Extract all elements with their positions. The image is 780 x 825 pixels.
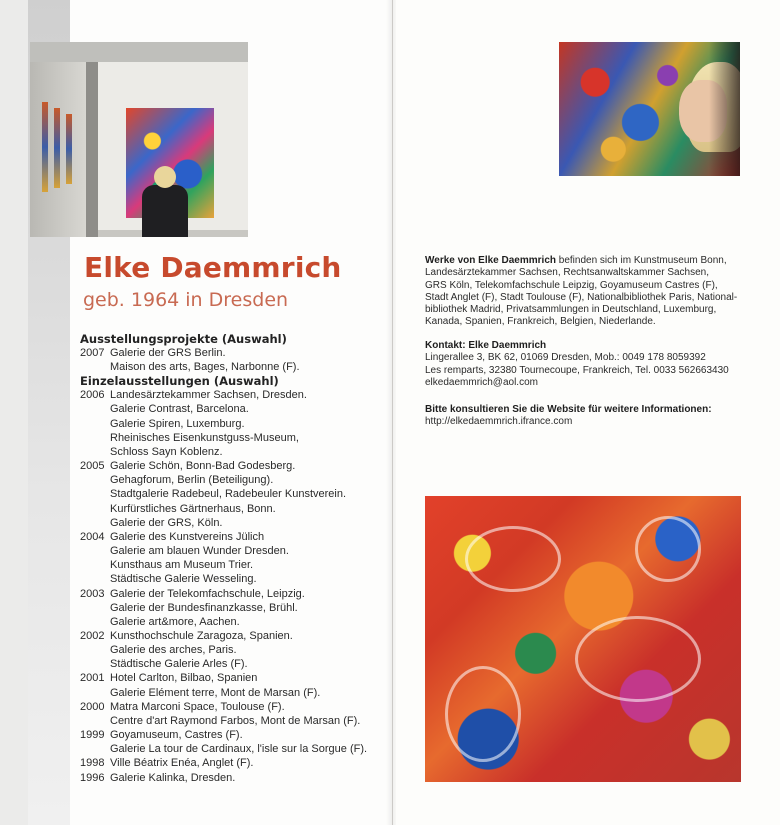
exhibition-row <box>80 530 380 544</box>
exhibition-row <box>80 544 380 558</box>
projects-heading: Ausstellungsprojekte (Auswahl) <box>80 332 287 346</box>
exhibition-year: 1998 <box>80 757 105 770</box>
exhibition-row <box>80 417 380 431</box>
exhibition-entry: Kunsthochschule Zaragoza, Spanien. <box>110 629 293 642</box>
exhibition-entry: Schloss Sayn Koblenz. <box>110 445 223 458</box>
portrait-shadow <box>709 42 740 176</box>
painting-stroke <box>635 516 701 582</box>
works-line: befinden sich im Kunstmuseum Bonn, <box>556 255 727 266</box>
exhibition-year: 2007 <box>80 347 105 359</box>
painting-stroke <box>445 666 521 762</box>
exhibition-row <box>80 615 380 629</box>
exhibition-entry: Galerie Kalinka, Dresden. <box>110 771 236 784</box>
exhibition-entry: Centre d'art Raymond Farbos, Mont de Marsan (F). <box>110 714 361 727</box>
exhibition-year: 1996 <box>80 771 105 784</box>
exhibition-row <box>80 700 380 714</box>
artist-birth: geb. 1964 in Dresden <box>83 289 289 311</box>
works-line: Kanada, Spanien, Frankreich, Belgien, Niederlande. <box>425 316 656 328</box>
exhibition-row <box>80 431 380 445</box>
contact-heading: Kontakt: Elke Daemmrich <box>425 340 547 351</box>
exhibition-row <box>80 714 380 728</box>
works-line: bibliothek Madrid, Privatsammlungen in Deutschland, Luxemburg, <box>425 304 717 316</box>
exhibition-entry: Stadtgalerie Radebeul, Radebeuler Kunstverein. <box>110 488 347 501</box>
exhibition-list <box>80 332 380 785</box>
website-heading: Bitte konsultieren Sie die Website für weitere Informationen: <box>425 404 712 415</box>
gallery-ceiling <box>30 42 248 62</box>
exhibition-row <box>80 473 380 487</box>
artist-head <box>154 166 176 188</box>
website-url[interactable]: http://elkedaemmrich.ifrance.com <box>425 416 573 428</box>
artist-figure <box>142 185 188 237</box>
gallery-photo <box>30 42 248 237</box>
exhibition-entry: Ville Béatrix Enéa, Anglet (F). <box>110 757 254 770</box>
exhibition-row <box>80 587 380 601</box>
works-paragraph <box>425 255 755 329</box>
exhibition-row <box>80 728 380 742</box>
exhibition-entry: Kunsthaus am Museum Trier. <box>110 559 254 572</box>
exhibition-row <box>80 402 380 416</box>
exhibition-entry: Rheinisches Eisenkunstguss-Museum, <box>110 431 299 444</box>
exhibition-row <box>80 487 380 501</box>
exhibition-entry: Kurfürstliches Gärtnerhaus, Bonn. <box>110 502 276 515</box>
exhibition-row <box>80 771 380 785</box>
exhibition-year: 2003 <box>80 587 105 600</box>
exhibition-entry: Matra Marconi Space, Toulouse (F). <box>110 700 285 713</box>
works-lead: Werke von Elke Daemmrich <box>425 255 556 266</box>
exhibition-entry: Galerie Spiren, Luxemburg. <box>110 417 245 430</box>
gallery-side-artwork <box>54 108 60 188</box>
exhibition-year: 2000 <box>80 700 105 713</box>
painting-stroke <box>575 616 701 702</box>
gallery-side-artwork <box>66 114 72 184</box>
exhibition-row <box>80 742 380 756</box>
exhibition-year: 2004 <box>80 530 105 543</box>
exhibition-row <box>80 572 380 586</box>
exhibition-row <box>80 388 380 402</box>
exhibition-row <box>80 671 380 685</box>
exhibition-entry: Galerie des Kunstvereins Jülich <box>110 530 265 543</box>
contact-address-france: Les remparts, 32380 Tournecoupe, Frankreich, Tel. 0033 562663430 <box>425 364 729 376</box>
exhibition-row <box>80 629 380 643</box>
exhibition-entry: Galerie der GRS Berlin. <box>110 347 226 359</box>
exhibition-row <box>80 643 380 657</box>
exhibition-year: 2005 <box>80 460 105 473</box>
exhibition-row <box>80 502 380 516</box>
gallery-side-artwork <box>42 102 48 192</box>
painting-stroke <box>465 526 561 592</box>
website-block <box>425 404 755 429</box>
projects-list <box>80 346 380 374</box>
artist-portrait-photo <box>559 42 740 176</box>
exhibition-entry: Galerie Contrast, Barcelona. <box>110 403 249 416</box>
contact-address-germany: Lingerallee 3, BK 62, 01069 Dresden, Mob.: 0049 178 8059392 <box>425 352 706 364</box>
page-fold <box>386 0 396 825</box>
exhibition-row <box>80 346 380 360</box>
exhibition-entry: Galerie des arches, Paris. <box>110 644 237 657</box>
artist-name: Elke Daemmrich <box>84 251 342 284</box>
left-edge-band <box>0 0 28 825</box>
exhibition-row <box>80 558 380 572</box>
exhibition-entry: Städtische Galerie Wesseling. <box>110 573 257 586</box>
contact-block <box>425 340 755 389</box>
exhibition-row <box>80 657 380 671</box>
exhibition-row <box>80 516 380 530</box>
exhibition-year: 2002 <box>80 629 105 642</box>
exhibition-row <box>80 360 380 374</box>
exhibition-row <box>80 459 380 473</box>
exhibition-row <box>80 686 380 700</box>
solo-list <box>80 388 380 784</box>
gallery-doorframe <box>86 62 98 237</box>
works-line: GRS Köln, Telekomfachschule Leipzig, Goyamuseum Castres (F), <box>425 279 718 291</box>
exhibition-entry: Galerie La tour de Cardinaux, l'isle sur la Sorgue (F). <box>110 743 368 756</box>
exhibition-entry: Galerie am blauen Wunder Dresden. <box>110 545 289 558</box>
exhibition-entry: Landesärztekammer Sachsen, Dresden. <box>110 389 307 402</box>
painting-image <box>425 496 741 782</box>
exhibition-entry: Galerie der GRS, Köln. <box>110 516 223 529</box>
exhibition-entry: Goyamuseum, Castres (F). <box>110 729 243 742</box>
exhibition-year: 1999 <box>80 729 105 742</box>
exhibition-row <box>80 445 380 459</box>
exhibition-year: 2006 <box>80 389 105 402</box>
exhibition-entry: Galerie Elément terre, Mont de Marsan (F). <box>110 686 321 699</box>
exhibition-entry: Maison des arts, Bages, Narbonne (F). <box>110 361 300 374</box>
exhibition-entry: Galerie der Bundesfinanzkasse, Brühl. <box>110 601 298 614</box>
works-line: Stadt Anglet (F), Stadt Toulouse (F), Nationalbibliothek Paris, National- <box>425 291 738 303</box>
works-line: Landesärztekammer Sachsen, Rechtsanwaltskammer Sachsen, <box>425 267 710 279</box>
exhibition-entry: Städtische Galerie Arles (F). <box>110 658 248 671</box>
exhibition-row <box>80 756 380 770</box>
exhibition-entry: Galerie der Telekomfachschule, Leipzig. <box>110 587 305 600</box>
exhibition-entry: Galerie art&more, Aachen. <box>110 615 240 628</box>
exhibition-entry: Galerie Schön, Bonn-Bad Godesberg. <box>110 460 296 473</box>
exhibition-entry: Gehagforum, Berlin (Beteiligung). <box>110 474 274 487</box>
solo-heading: Einzelausstellungen (Auswahl) <box>80 374 279 389</box>
exhibition-entry: Hotel Carlton, Bilbao, Spanien <box>110 672 258 685</box>
exhibition-year: 2001 <box>80 672 105 685</box>
exhibition-row <box>80 601 380 615</box>
contact-email[interactable]: elkedaemmrich@aol.com <box>425 376 538 388</box>
